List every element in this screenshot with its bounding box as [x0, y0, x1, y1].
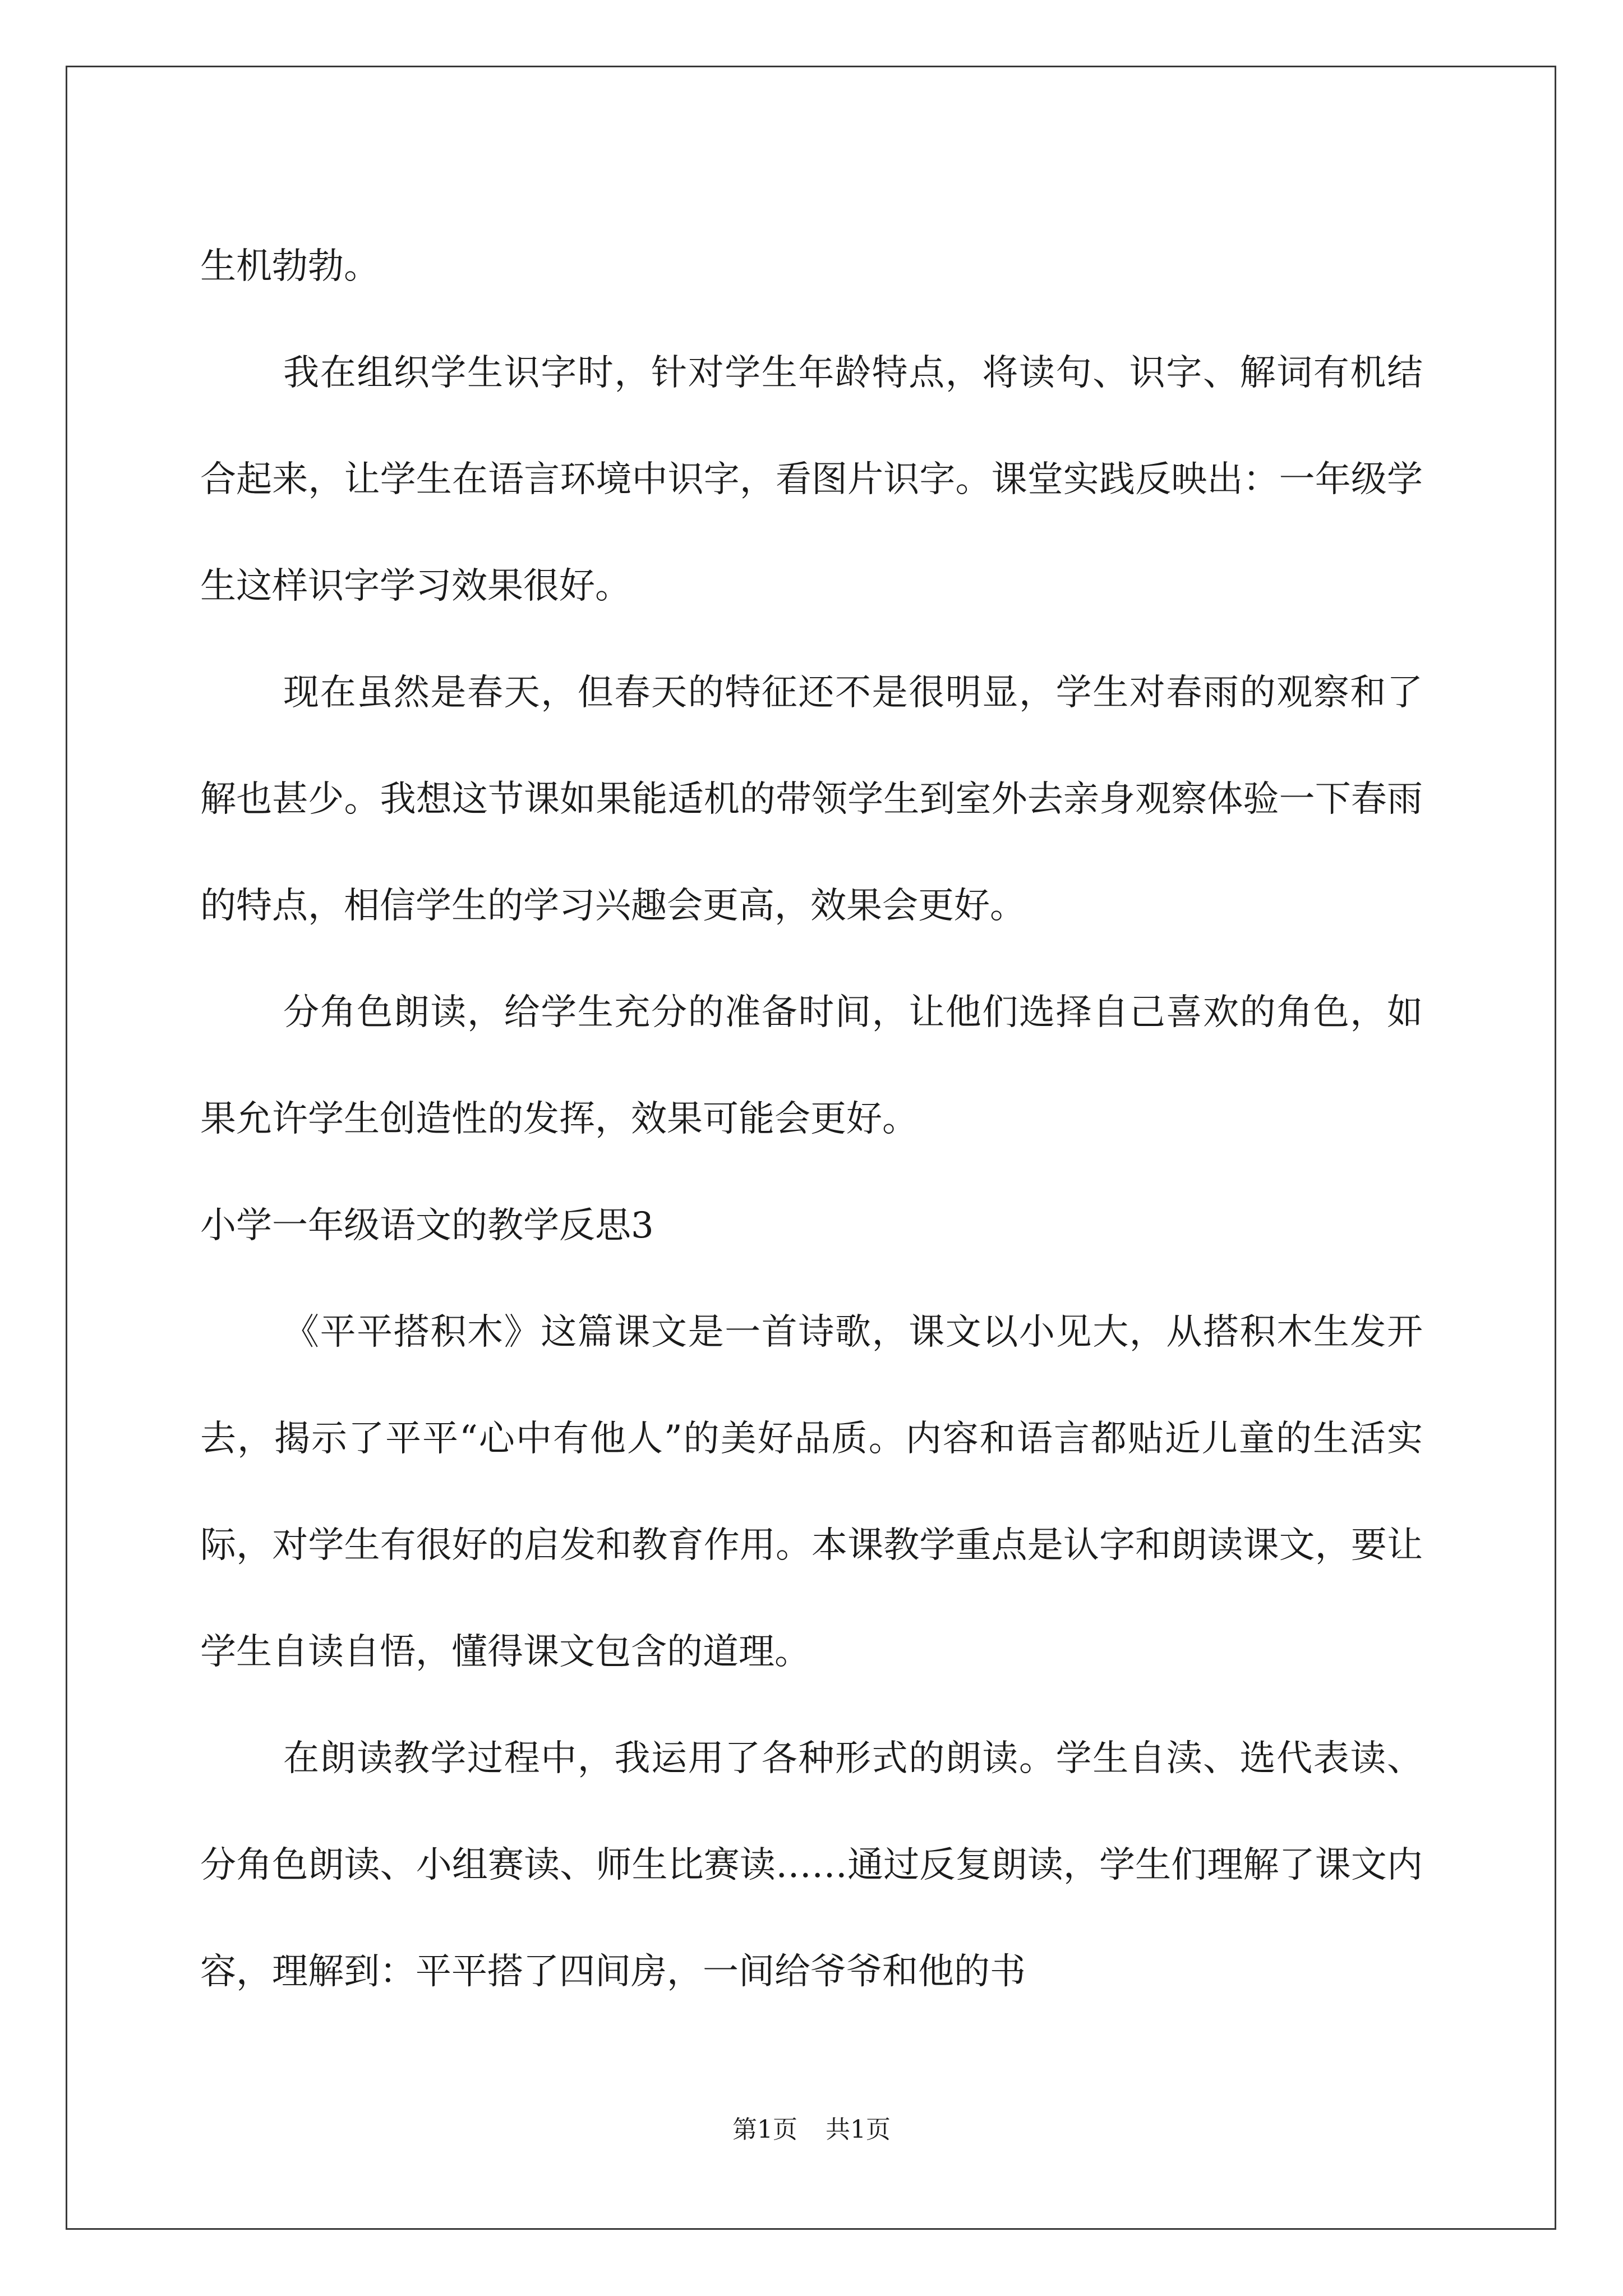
- page-number-current: 第1页: [732, 2115, 797, 2144]
- paragraph-reading-instruction: 在朗读教学过程中，我运用了各种形式的朗读。学生自渎、选代表读、分角色朗读、小组赛读、师生比赛读……通过反复朗读，学生们理解了课文内容，理解到：平平搭了四间房，一间给爷爷和他的书: [200, 1738, 1423, 1993]
- paragraph-continuation: 生机勃勃。: [200, 246, 380, 287]
- page-number-total: 共1页: [826, 2115, 891, 2144]
- page-footer: [0, 2109, 1623, 2145]
- section-heading: 小学一年级语文的教学反思3: [200, 1205, 654, 1246]
- paragraph-literacy: 我在组织学生识字时，针对学生年龄特点，将读句、识字、解词有机结合起来，让学生在语言环境中识字，看图片识字。课堂实践反映出：一年级学生这样识字学习效果很好。: [200, 352, 1423, 607]
- document-body: [200, 213, 1423, 2025]
- paragraph-building-blocks: 《平平搭积木》这篇课文是一首诗歌，课文以小见大，从搭积木生发开去，揭示了平平“心中有他人”的美好品质。内容和语言都贴近儿童的生活实际，对学生有很好的启发和教育作用。本课教学重点是认字和朗读课文，要让学生自读自悟，懂得课文包含的道理。: [200, 1312, 1423, 1673]
- paragraph-role-reading: 分角色朗读，给学生充分的准备时间，让他们选择自己喜欢的角色，如果允许学生创造性的发挥，效果可能会更好。: [200, 992, 1423, 1140]
- paragraph-spring-rain: 现在虽然是春天，但春天的特征还不是很明显，学生对春雨的观察和了解也甚少。我想这节课如果能适机的带领学生到室外去亲身观察体验一下春雨的特点，相信学生的学习兴趣会更高，效果会更好。: [200, 672, 1423, 927]
